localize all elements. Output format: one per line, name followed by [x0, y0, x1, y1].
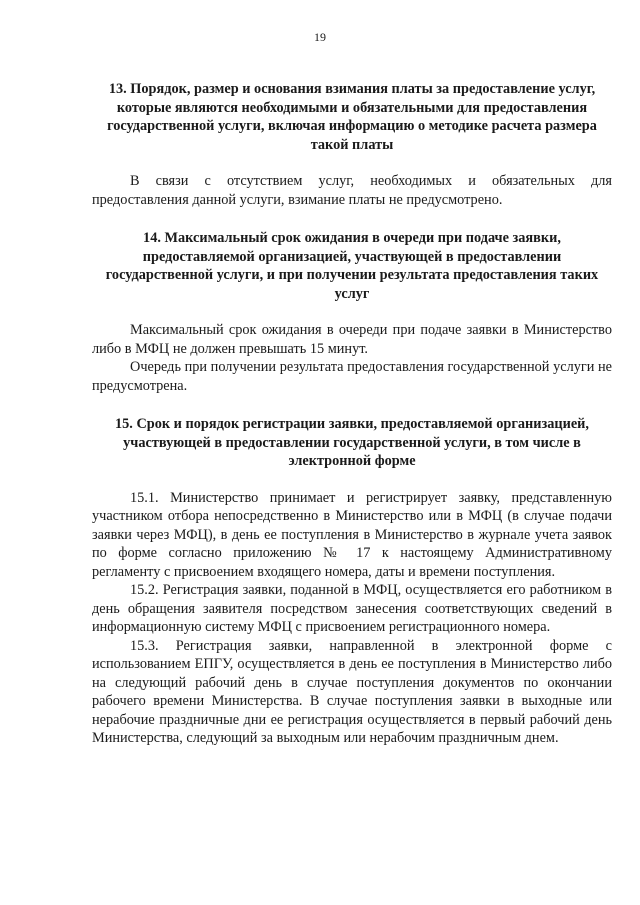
section-paragraph: 15.1. Министерство принимает и регистрирует заявку, представленную участником отбора непосредственно в Министерство или в МФЦ (в случае подачи заявки через МФЦ), в день ее поступления в Министерство в журнале учета заявок по форме согласно приложению № 17 к настоящему Административному регламенту с присвоением входящего номера, даты и времени поступления. — [92, 489, 612, 580]
section-paragraph: Максимальный срок ожидания в очереди при подаче заявки в Министерство либо в МФЦ не должен превышать 15 минут. — [92, 322, 612, 357]
section-heading: 15. Срок и порядок регистрации заявки, предоставляемой организацией, участвующей в предоставлении государственной услуги, в том числе в электронной форме — [115, 416, 589, 469]
section-heading: 13. Порядок, размер и основания взимания платы за предоставление услуг, которые являются необходимыми и обязательными для предоставления государственной услуги, включая информацию о методике расчета размера такой платы — [107, 81, 597, 153]
section-14 — [92, 229, 612, 395]
section-paragraph: В связи с отсутствием услуг, необходимых и обязательных для предоставления данной услуги, взимание платы не предусмотрено. — [92, 173, 612, 208]
section-13 — [92, 80, 612, 209]
section-paragraph: Очередь при получении результата предоставления государственной услуги не предусмотрена. — [92, 359, 612, 394]
section-15 — [92, 415, 612, 748]
section-heading: 14. Максимальный срок ожидания в очереди при подаче заявки, предоставляемой организацией, участвующей в предоставлении государственной услуги, и при получении результата предоставления таких услуг — [105, 230, 599, 302]
section-paragraph: 15.2. Регистрация заявки, поданной в МФЦ, осуществляется его работником в день обращения заявителя посредством занесения соответствующих сведений в информационную систему МФЦ с присвоением регистрационного номера. — [92, 582, 612, 635]
section-paragraph: 15.3. Регистрация заявки, направленной в электронной форме с использованием ЕПГУ, осуществляется в день ее поступления в Министерство либо на следующий рабочий день в случае поступления документов по окончании рабочего времени Министерства. В случае поступления заявки в выходные или нерабочие праздничные дни ее регистрация осуществляется в первый рабочий день Министерства, следующий за выходным или нерабочим праздничным днем. — [92, 637, 612, 746]
document-body — [92, 80, 612, 748]
page-number: 19 — [314, 30, 326, 44]
